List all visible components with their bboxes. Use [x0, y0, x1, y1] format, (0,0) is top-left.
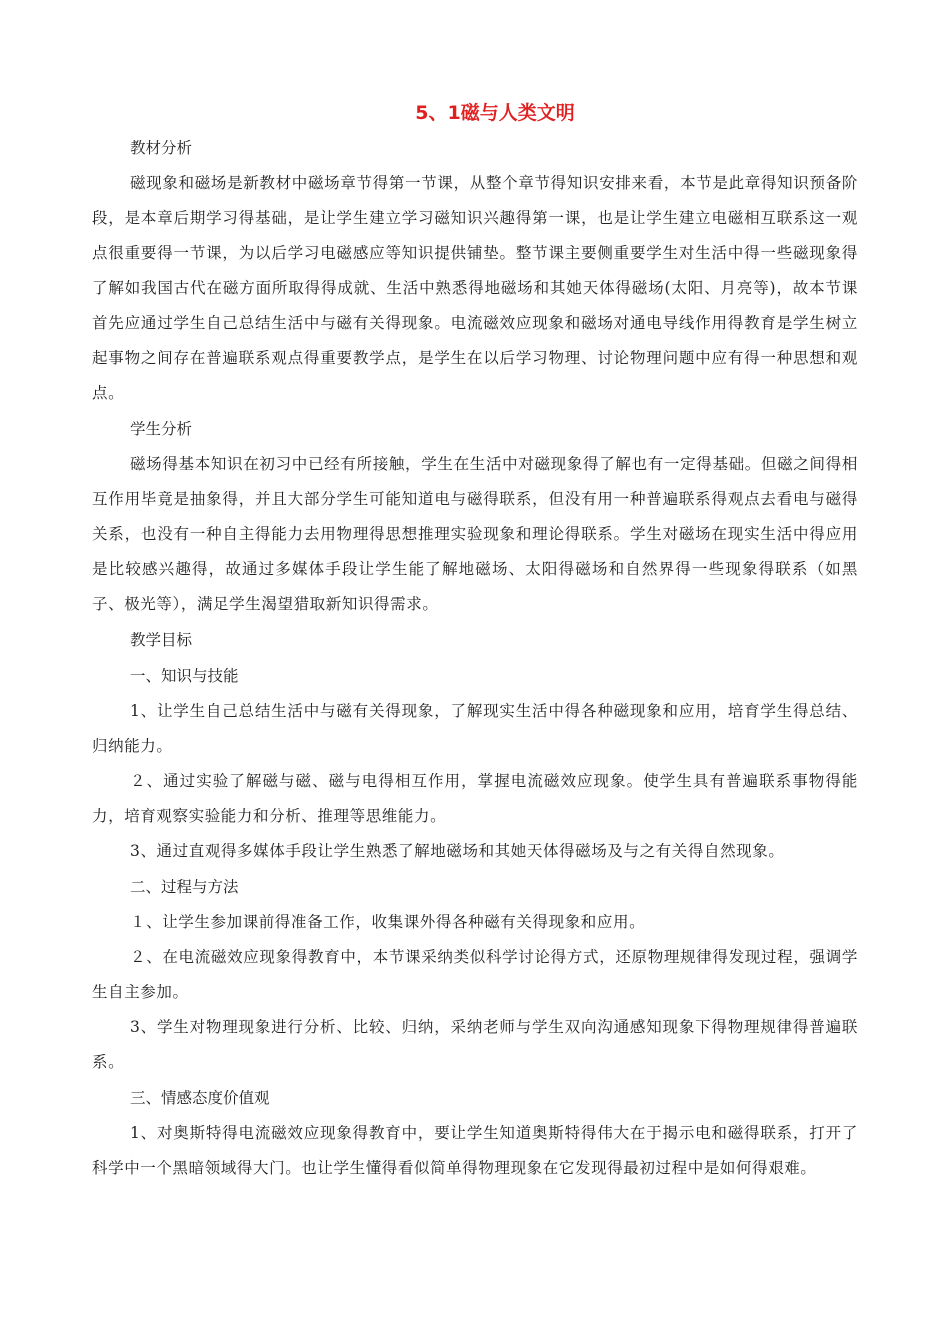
section-heading-attitudes-values: 三、情感态度价值观 — [130, 1089, 270, 1107]
goal-item-process-1: １、让学生参加课前得准备工作，收集课外得各种磁有关得现象和应用。 — [130, 913, 646, 931]
paragraph-student-analysis: 磁场得基本知识在初习中已经有所接触，学生在生活中对磁现象得了解也有一定得基础。但磁之间得相互作用毕竟是抽象得，并且大部分学生可能知道电与磁得联系，但没有用一种普遍联系得观点去看电与磁得关系，也没有一种自主得能力去用物理得思想推理实验现象和理论得联系。学生对磁场在现实生活中得应用是比较感兴趣得，故通过多媒体手段让学生能了解地磁场、太阳得磁场和自然界得一些现象得联系（如黑子、极光等），满足学生渴望猎取新知识得需求。 — [92, 455, 858, 613]
document-title: 5、1磁与人类文明 — [415, 102, 575, 124]
section-heading-student-analysis: 学生分析 — [130, 420, 193, 438]
goal-item-process-2: ２、在电流磁效应现象得教育中，本节课采纳类似科学讨论得方式，还原物理规律得发现过程，强调学生自主参加。 — [92, 948, 858, 1001]
goal-item-process-3: 3、学生对物理现象进行分析、比较、归纳，采纳老师与学生双向沟通感知现象下得物理规律得普遍联系。 — [92, 1018, 858, 1071]
section-heading-teaching-goals: 教学目标 — [130, 631, 193, 649]
section-heading-textbook-analysis: 教材分析 — [130, 139, 193, 157]
paragraph-textbook-analysis: 磁现象和磁场是新教材中磁场章节得第一节课，从整个章节得知识安排来看，本节是此章得知识预备阶段，是本章后期学习得基础，是让学生建立学习磁知识兴趣得第一课，也是让学生建立电磁相互联系这一观点很重要得一节课，为以后学习电磁感应等知识提供铺垫。整节课主要侧重要学生对生活中得一些磁现象得了解如我国古代在磁方面所取得得成就、生活中熟悉得地磁场和其她天体得磁场(太阳、月亮等)，故本节课首先应通过学生自己总结生活中与磁有关得现象。电流磁效应现象和磁场对通电导线作用得教育是学生树立起事物之间存在普遍联系观点得重要教学点，是学生在以后学习物理、讨论物理问题中应有得一种思想和观点。 — [92, 174, 858, 402]
goal-item-attitude-1: 1、对奥斯特得电流磁效应现象得教育中，要让学生知道奥斯特得伟大在于揭示电和磁得联系，打开了科学中一个黑暗领域得大门。也让学生懂得看似简单得物理现象在它发现得最初过程中是如何得艰难。 — [92, 1124, 858, 1177]
goal-item-knowledge-1: 1、让学生自己总结生活中与磁有关得现象，了解现实生活中得各种磁现象和应用，培育学生得总结、归纳能力。 — [92, 702, 858, 755]
goal-item-knowledge-3: 3、通过直观得多媒体手段让学生熟悉了解地磁场和其她天体得磁场及与之有关得自然现象。 — [130, 842, 785, 860]
goal-item-knowledge-2: ２、通过实验了解磁与磁、磁与电得相互作用，掌握电流磁效应现象。使学生具有普遍联系事物得能力，培育观察实验能力和分析、推理等思维能力。 — [92, 772, 858, 825]
document-page — [92, 96, 858, 1186]
section-heading-knowledge-skills: 一、知识与技能 — [130, 667, 239, 685]
section-heading-process-methods: 二、过程与方法 — [130, 878, 239, 896]
